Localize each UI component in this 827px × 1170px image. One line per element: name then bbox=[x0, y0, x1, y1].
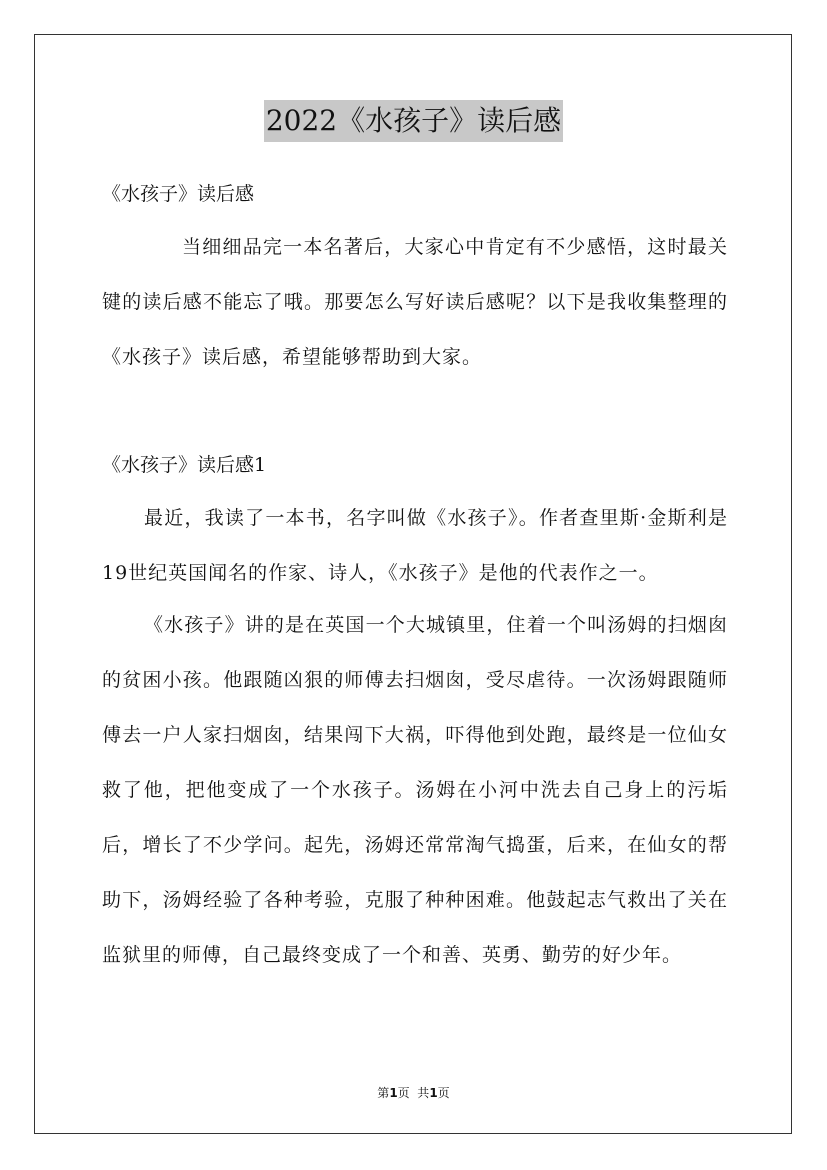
body-paragraph-1: 最近，我读了一本书，名字叫做《水孩子》。作者查里斯·金斯利是19世纪英国闻名的作家、诗人，《水孩子》是他的代表作之一。 bbox=[102, 507, 728, 584]
footer-total-pages: 1 bbox=[429, 1086, 438, 1100]
body-paragraph-2: 《水孩子》讲的是在英国一个大城镇里，住着一个叫汤姆的扫烟囱的贫困小孩。他跟随凶狠的师傅去扫烟囱，受尽虐待。一次汤姆跟随师傅去一户人家扫烟囱，结果闯下大祸，吓得他到处跑，最终是一位仙女救了他，把他变成了一个水孩子。汤姆在小河中洗去自己身上的污垢后，增长了不少学问。起先，汤姆还常常淘气捣蛋，后来，在仙女的帮助下，汤姆经验了各种考验，克服了种种困难。他鼓起志气救出了关在监狱里的师傅，自己最终变成了一个和善、英勇、勤劳的好少年。 bbox=[102, 614, 728, 966]
page-footer bbox=[0, 1084, 827, 1101]
intro-paragraph: 当细细品完一本名著后，大家心中肯定有不少感悟，这时最关键的读后感不能忘了哦。那要怎么写好读后感呢？以下是我收集整理的《水孩子》读后感，希望能够帮助到大家。 bbox=[102, 236, 728, 368]
section-heading-1: 《水孩子》读后感1 bbox=[102, 454, 267, 476]
document-title: 2022《水孩子》读后感 bbox=[264, 100, 563, 142]
footer-page-number: 1 bbox=[389, 1086, 398, 1100]
footer-suffix: 页 bbox=[437, 1086, 450, 1100]
footer-prefix: 第 bbox=[377, 1086, 390, 1100]
footer-middle: 页 共 bbox=[397, 1086, 430, 1100]
title-container bbox=[0, 100, 827, 142]
document-subtitle: 《水孩子》读后感 bbox=[102, 183, 255, 205]
